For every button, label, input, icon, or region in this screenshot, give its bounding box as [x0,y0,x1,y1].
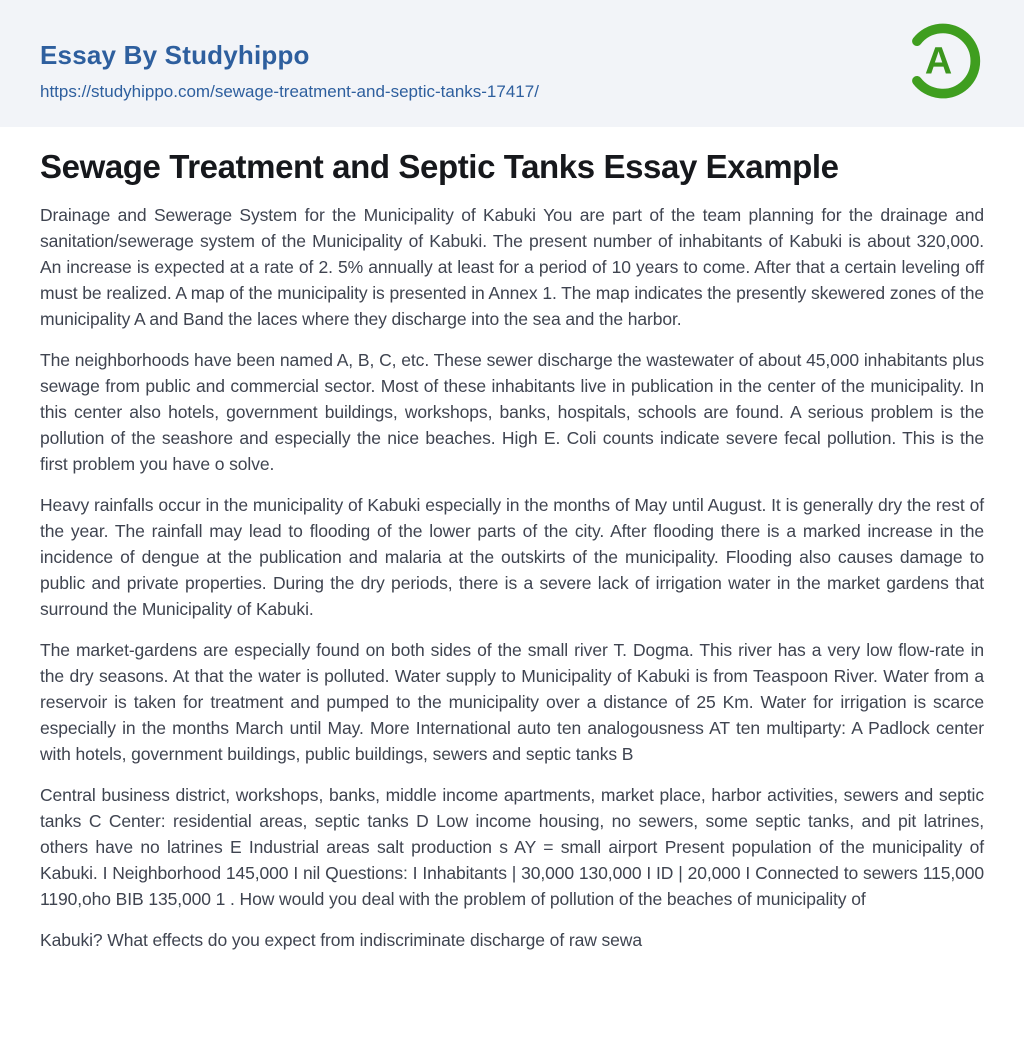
paragraph-6: Kabuki? What effects do you expect from indiscriminate discharge of raw sewa [40,930,642,950]
paragraph-3: Heavy rainfalls occur in the municipality of Kabuki especially in the months of May until August. It is generally dry the rest of the year. The rainfall may lead to flooding of the lower parts of the city. After flooding there is a marked increase in the incidence of dengue at the publication and malaria at the outskirts of the municipality. Flooding also causes damage to public and private properties. During the dry periods, there is a severe lack of irrigation water in the market gardens that surround the Municipality of Kabuki. [40,495,984,619]
page-title: Sewage Treatment and Septic Tanks Essay Example [40,148,839,185]
paragraph-2: The neighborhoods have been named A, B, C, etc. These sewer discharge the wastewater of about 45,000 inhabitants plus sewage from public and commercial sector. Most of these inhabitants live in publication in the center of the municipality. In this center also hotels, government buildings, workshops, banks, hospitals, schools are found. A serious problem is the pollution of the seashore and especially the nice beaches. High E. Coli counts indicate severe fecal pollution. This is the first problem you have o solve. [40,350,984,474]
source-url-link[interactable]: https://studyhippo.com/sewage-treatment-and-septic-tanks-17417/ [40,82,539,101]
paragraph-4: The market-gardens are especially found on both sides of the small river T. Dogma. This river has a very low flow-rate in the dry seasons. At that the water is polluted. Water supply to Municipality of Kabuki is from Teaspoon River. Water from a reservoir is taken for treatment and pumped to the municipality over a distance of 25 Km. Water for irrigation is scarce especially in the months March until May. More International auto ten analogousness AT ten multiparty: A Padlock center with hotels, government buildings, public buildings, sewers and septic tanks B [40,640,984,764]
logo-letter: A [924,40,953,83]
header [0,0,1024,127]
byline: Essay By Studyhippo [40,40,310,70]
paragraph-5: Central business district, workshops, banks, middle income apartments, market place, harbor activities, sewers and septic tanks C Center: residential areas, septic tanks D Low income housing, no sewers, some septic tanks, and pit latrines, others have no latrines E Industrial areas salt production s AY = small airport Present population of the municipality of Kabuki. I Neighborhood 145,000 I nil Questions: I Inhabitants | 30,000 130,000 I ID | 20,000 I Connected to sewers 115,000 1190,oho BIB 135,000 1 . How would you deal with the problem of pollution of the beaches of municipality of [40,785,984,909]
studyhippo-logo[interactable] [898,17,986,105]
paragraph-1: Drainage and Sewerage System for the Municipality of Kabuki You are part of the team planning for the drainage and sanitation/sewerage system of the Municipality of Kabuki. The present number of inhabitants of Kabuki is about 320,000. An increase is expected at a rate of 2. 5% annually at least for a period of 10 years to come. After that a certain leveling off must be realized. A map of the municipality is presented in Annex 1. The map indicates the presently skewered zones of the municipality A and Band the laces where they discharge into the sea and the harbor. [40,205,984,329]
article-body [0,127,1024,953]
